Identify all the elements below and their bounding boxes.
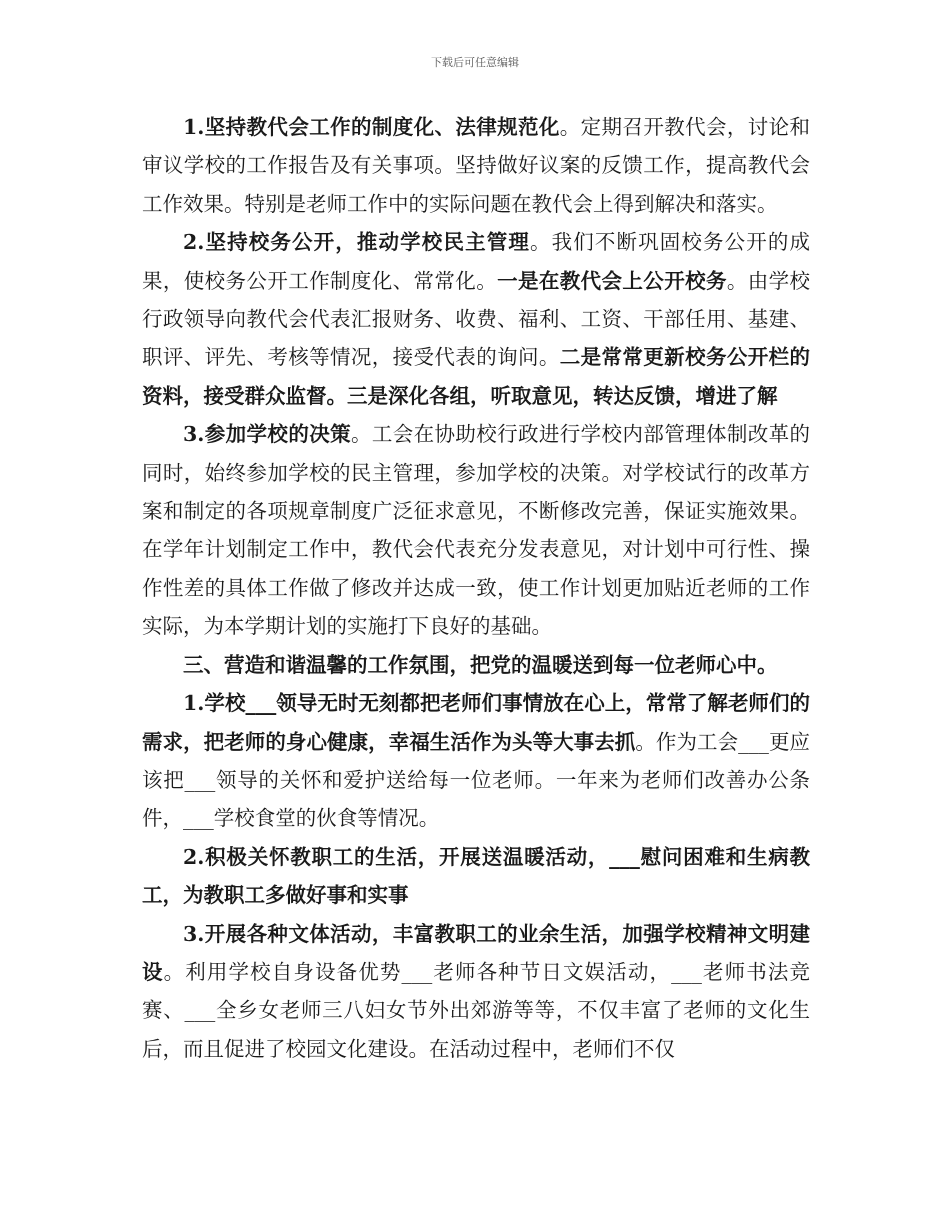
paragraph-2-point-1: 一是在教代会上公开校务 xyxy=(497,268,727,293)
paragraph-5 xyxy=(142,838,810,915)
paragraph-3-text: 。工会在协助校行政进行学校内部管理体制改革的同时，始终参加学校的民主管理，参加学校的决策。对学校试行的改革方案和制定的各项规章制度广泛征求意见，不断修改完善，保证实施效果。在学年计划制定工作中，教代会代表充分发表意见，对计划中可行性、操作性差的具体工作做了修改并达成一致，使工作计划更加贴近老师的工作实际，为本学期计划的实施打下良好的基础。 xyxy=(142,422,811,639)
paragraph-1-text: 。定期召开教代会，讨论和审议学校的工作报告及有关事项。坚持做好议案的反馈工作，提高教代会工作效果。特别是老师工作中的实际问题在教代会上得到解决和落实。 xyxy=(142,115,811,216)
paragraph-4 xyxy=(142,684,810,838)
paragraph-5-heading: 2.积极关怀教职工的生活，开展送温暖活动，___慰问困难和生病教工，为教职工多做好事和实事 xyxy=(142,844,810,908)
paragraph-1 xyxy=(142,108,810,223)
paragraph-4-text: 。作为工会___更应该把___领导的关怀和爱护送给每一位老师。一年来为老师们改善办公条件，___学校食堂的伙食等情况。 xyxy=(142,729,811,831)
paragraph-2-heading: 2.坚持校务公开，推动学校民主管理 xyxy=(183,230,530,255)
paragraph-3-heading: 3.参加学校的决策 xyxy=(183,422,351,447)
paragraph-2-text-b: 。由学校行政领导向教代会代表汇报财务、收费、福利、工资、干部任用、基建、职评、评先、考核等情况，接受代表的询问。 xyxy=(142,268,811,370)
paragraph-3 xyxy=(142,415,810,645)
paragraph-4-heading: 1.学校___领导无时无刻都把老师们事情放在心上，常常了解老师们的需求，把老师的身心健康，幸福生活作为头等大事去抓 xyxy=(142,691,810,754)
paragraph-2-text-a: 。我们不断巩固校务公开的成果，使校务公开工作制度化、常常化。 xyxy=(142,230,811,293)
paragraph-2-point-2: 二是常常更新校务公开栏的资料，接受群众监督。三是深化各组，听取意见，转达反馈，增进了解 xyxy=(142,345,811,408)
paragraph-6 xyxy=(142,915,810,1069)
paragraph-6-heading: 3.开展各种文体活动，丰富教职工的业余生活，加强学校精神文明建设 xyxy=(142,921,810,984)
document-body xyxy=(142,108,810,1068)
paragraph-2 xyxy=(142,223,810,415)
section-3-title: 三、营造和谐温馨的工作氛围，把党的温暖送到每一位老师心中。 xyxy=(183,652,778,677)
page-header-note: 下载后可任意编辑 xyxy=(431,56,519,69)
paragraph-1-heading: 1.坚持教代会工作的制度化、法律规范化 xyxy=(183,115,560,139)
paragraph-6-text: 。利用学校自身设备优势___老师各种节日文娱活动，___老师书法竞赛、___全乡女老师三八妇女节外出郊游等等，不仅丰富了老师的文化生后，而且促进了校园文化建设。在活动过程中，老师们不仅 xyxy=(142,959,811,1061)
section-3-heading xyxy=(142,646,810,684)
